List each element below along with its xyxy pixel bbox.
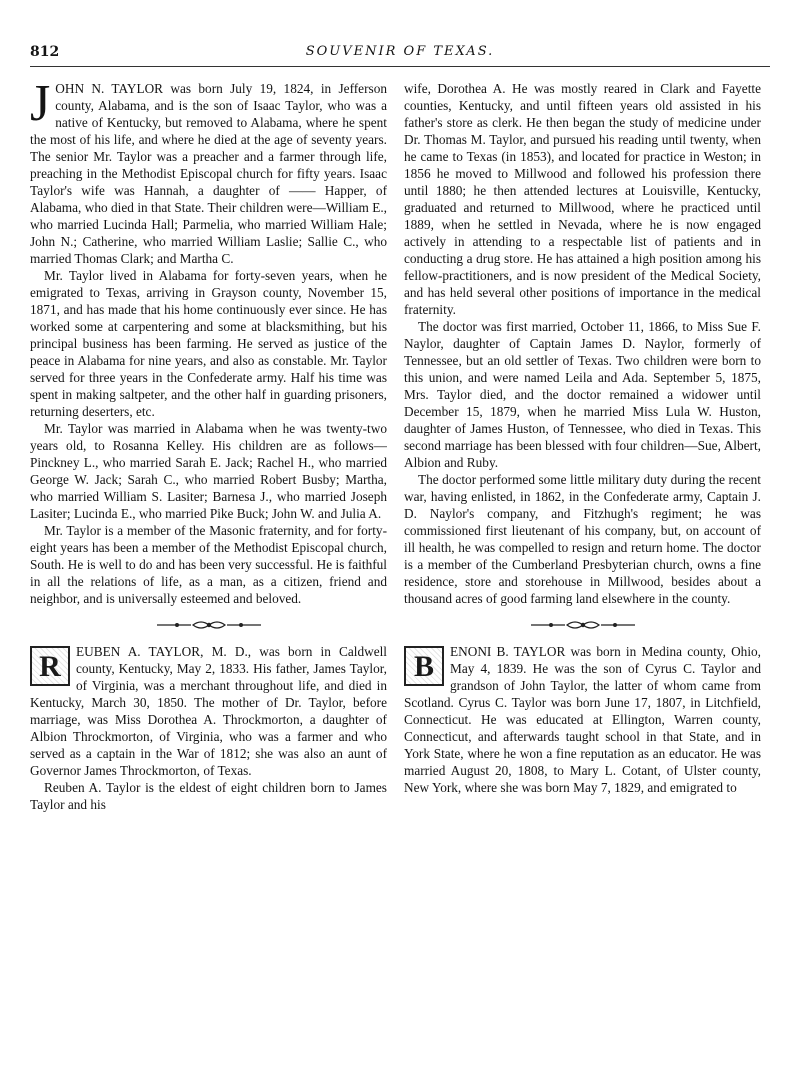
ornamental-drop-cap: R [30, 646, 70, 686]
bio-paragraph: The doctor performed some little military duty during the recent war, having enlisted, in 1862, in the Confederate army, Captain J. D. Naylor's company, and Fitzhugh's regiment; he was commissioned first lieutenant of his company, but, on account of ill health, he was compelled to resign and return home. The doctor is a member of the Cumberland Presbyterian church, owns a fine residence, store and storehouse in Millwood, besides about a thousand acres of good farming land elsewhere in the county. [404, 472, 761, 606]
ornamental-drop-cap: B [404, 646, 444, 686]
page-number: 812 [30, 44, 60, 60]
bio-paragraph: wife, Dorothea A. He was mostly reared in Clark and Fayette counties, Kentucky, and until fifteen years old assisted in his father's store as clerk. He then began the study of medicine under Dr. Thomas M. Taylor, and pursued his reading until twenty, when he came to Texas (in 1853), and located for practice in Weston; in 1856 he moved to Millwood and followed his profession there until 1880; he then attended lectures at Louisville, Kentucky, graduated and returned to Millwood, where he practiced until 1889, when he settled in Nevada, where he is now engaged actively in attending to a respectable list of patients and in conducting a drug store. He has attained a high position among his fellow-practitioners, and is now president of the Medical Society, and has held several other positions of importance in the medical fraternity. [404, 81, 761, 317]
running-title: SOUVENIR OF TEXAS. [305, 44, 495, 59]
page-header [30, 44, 770, 64]
ornament-icon [149, 619, 269, 631]
section-divider-ornament [30, 619, 387, 631]
bio-text: EUBEN A. TAYLOR, M. D., was born in Caldwell county, Kentucky, May 2, 1833. His father, James Taylor, of Virginia, was a merchant throughout life, and died in Kentucky, March 30, 1850. The mother of Dr. Taylor, before marriage, was Miss Dorothea A. Throckmorton, a daughter of Albion Throckmorton, of Virginia, who was a farmer and who served as a captain in the War of 1812; she was also an aunt of Governor James Throckmorton, of Texas. [30, 644, 387, 778]
left-column [30, 80, 387, 1070]
biography-reuben-a-taylor-continued [404, 80, 761, 607]
bio-text: ENONI B. TAYLOR was born in Medina county, Ohio, May 4, 1839. He was the son of Cyrus C. Taylor and grandson of John Taylor, the latter of whom came from Scotland. Cyrus C. Taylor was born June 17, 1807, in Litchfield, Connecticut. He was educated at Ellington, Warren county, Connecticut, and afterwards taught school in that State, and in York State, where he won a fine reputation as an educator. He was married August 20, 1808, to Mary L. Cotant, of Ulster county, New York, where she was born May 7, 1829, and emigrated to [404, 644, 761, 795]
bio-paragraph [30, 80, 387, 267]
ornament-icon [523, 619, 643, 631]
header-rule [30, 66, 770, 67]
section-divider-ornament [404, 619, 761, 631]
bio-paragraph: The doctor was first married, October 11, 1866, to Miss Sue F. Naylor, daughter of Captain James D. Naylor, formerly of Tennessee, but an old settler of Texas. Two children were born to this union, and were named Leila and Ada. September 5, 1875, Mrs. Taylor died, and the doctor remained a widower until December 15, 1879, when he married Miss Lula W. Huston, daughter of James Huston, of Tennessee, who died in Texas. This second marriage has been blessed with four children—Sue, Albert, Albion and Ruby. [404, 319, 761, 470]
biography-benoni-b-taylor [404, 643, 761, 796]
drop-cap-letter: J [30, 80, 51, 132]
bio-paragraph [404, 643, 761, 796]
right-column [404, 80, 761, 1070]
bio-paragraph: Mr. Taylor was married in Alabama when he was twenty-two years old, to Rosanna Kelley. His children are as follows—Pinckney L., who married Sarah E. Jack; Rachel H., who married George W. Jack; Sarah C., who married Robert Busby; Martha, who married William S. Lasiter; Barnesa J., who married Joseph Lasiter; Lucinda E., who married Pike Buck; John W. and Julia A. [30, 421, 387, 521]
bio-paragraph: Reuben A. Taylor is the eldest of eight children born to James Taylor and his [30, 780, 387, 812]
bio-paragraph: Mr. Taylor lived in Alabama for forty-seven years, when he emigrated to Texas, arriving in Grayson county, November 15, 1871, and has made that his home continuously ever since. He has worked some at carpentering and some at blacksmithing, but his principal business has been farming. He served as justice of the peace in Alabama for nine years, and also as constable. Mr. Taylor served for three years in the Confederate army. Half his time was spent in making saltpeter, and the other half in guarding prisoners, returning deserters, etc. [30, 268, 387, 419]
biography-john-n-taylor [30, 80, 387, 607]
bio-paragraph: Mr. Taylor is a member of the Masonic fraternity, and for forty-eight years has been a member of the Methodist Episcopal church, South. He is well to do and has been very successful. He is faithful in all the relations of life, as a man, as a citizen, friend and neighbor, and is universally esteemed and beloved. [30, 523, 387, 606]
biography-reuben-a-taylor [30, 643, 387, 813]
bio-text: OHN N. TAYLOR was born July 19, 1824, in Jefferson county, Alabama, and is the son of Isaac Taylor, who was a native of Kentucky, but removed to Alabama, where he spent the most of his life, and where he died at the age of seventy years. The senior Mr. Taylor was a preacher and a farmer through life, preaching in the Methodist Episcopal church for fifty years. Isaac Taylor's wife was Hannah, a daughter of —— Happer, of Alabama, who died in that State. Their children were—William E., who married Lucinda Hall; Parmelia, who married William Hale; John N.; Catherine, who married William Laslie; Sallie C., who married Thomas Clark; and Martha C. [30, 81, 387, 266]
bio-paragraph [30, 643, 387, 779]
